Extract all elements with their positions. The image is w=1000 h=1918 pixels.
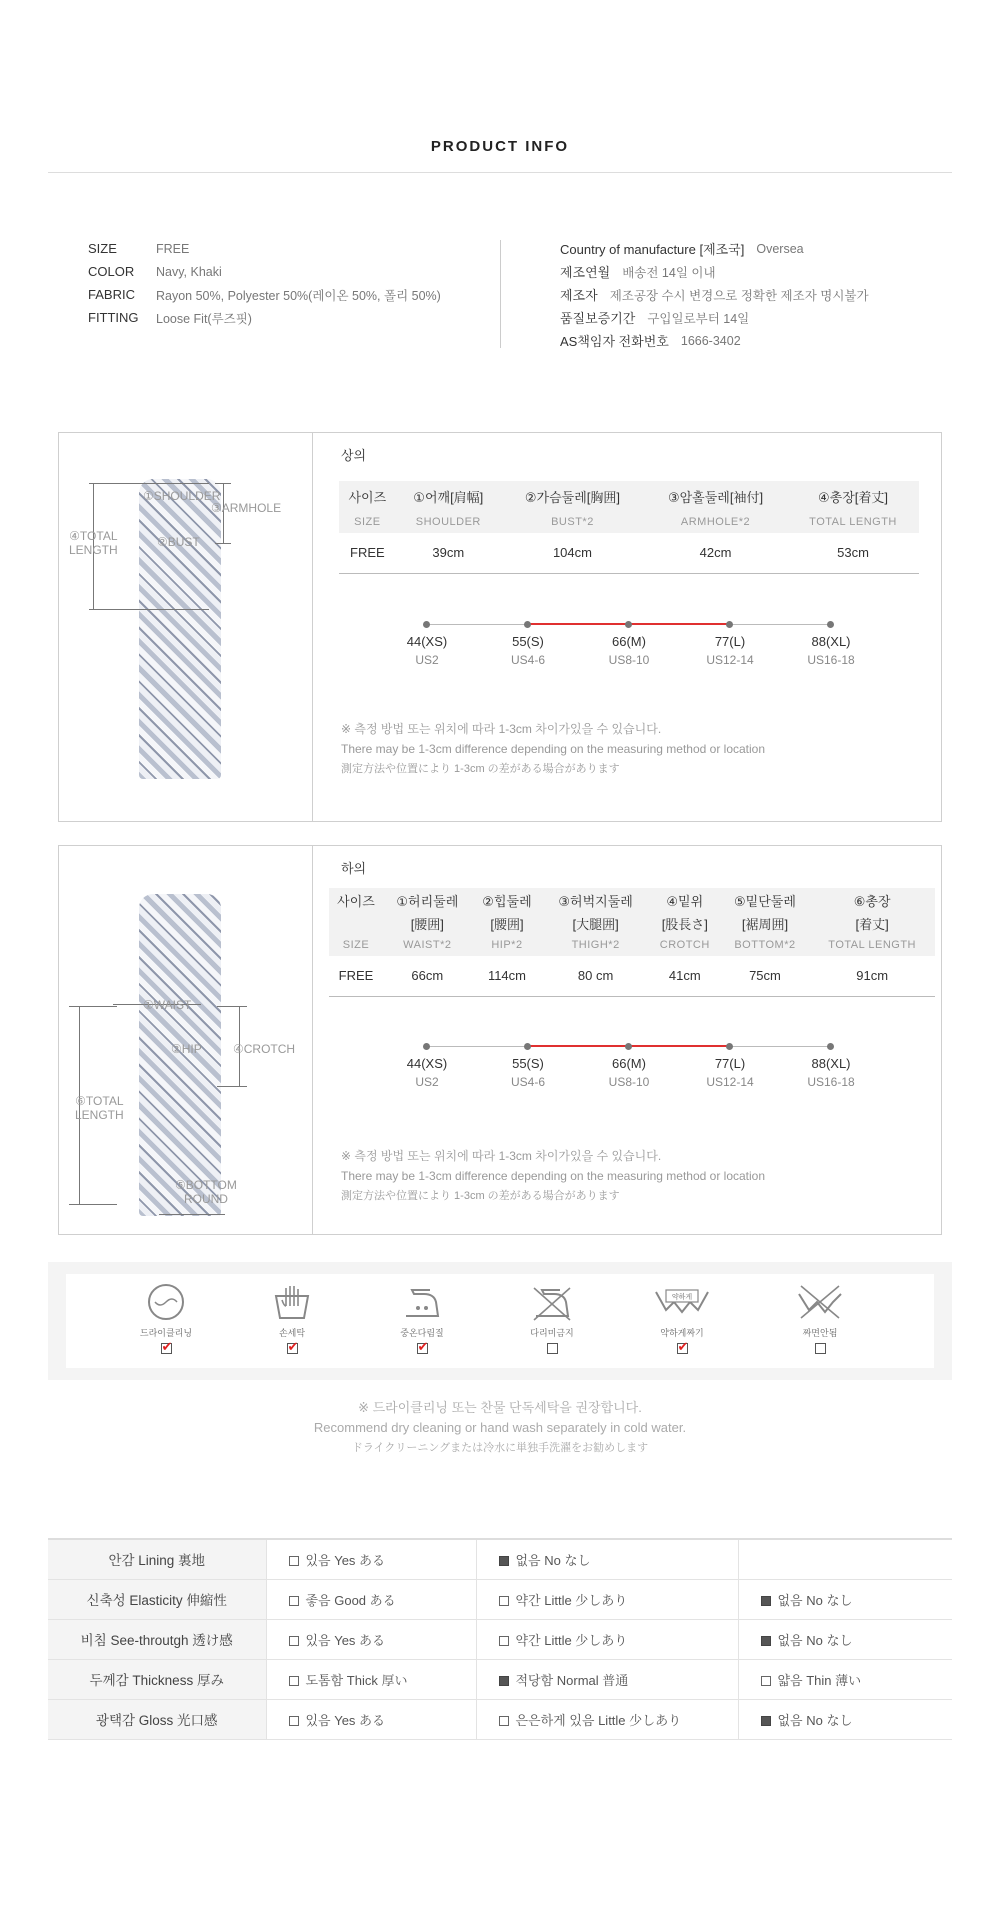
property-option bbox=[476, 1659, 738, 1699]
table-header: 사이즈 bbox=[337, 893, 375, 909]
top-size-scale bbox=[406, 620, 855, 680]
care-item-iron-medium bbox=[382, 1282, 462, 1354]
property-option bbox=[738, 1579, 952, 1619]
scale-us: US2 bbox=[415, 653, 439, 667]
label-hip: ②HIP bbox=[171, 1042, 202, 1056]
table-header: [裾周囲] bbox=[741, 916, 789, 932]
measure-line bbox=[69, 1006, 117, 1007]
info-row-size bbox=[88, 237, 441, 260]
property-option bbox=[476, 1579, 738, 1619]
info-key: 제조자 bbox=[560, 288, 598, 303]
table-header: [腰囲] bbox=[490, 916, 524, 932]
note-jp: 測定方法や位置により 1-3cm の差がある場合があります bbox=[341, 1190, 620, 1202]
scale-dot bbox=[625, 621, 632, 628]
care-label: 약하게짜기 bbox=[660, 1328, 704, 1338]
table-subheader: CROTCH bbox=[659, 939, 710, 951]
scale-size: 88(XL) bbox=[811, 1056, 851, 1071]
option-label: 도톰함 Thick 厚い bbox=[305, 1672, 408, 1688]
info-left bbox=[88, 237, 441, 329]
table-header: ③암홀둘레[袖付] bbox=[667, 489, 764, 505]
measure-line bbox=[215, 543, 231, 544]
dry-clean-icon bbox=[144, 1282, 188, 1322]
table-row bbox=[329, 956, 935, 996]
table-header: ⑥총장 bbox=[853, 893, 891, 909]
table-subheader: WAIST*2 bbox=[403, 939, 452, 951]
property-option bbox=[738, 1699, 952, 1739]
option-checkbox bbox=[289, 1676, 299, 1686]
option-label: 없음 No なし bbox=[777, 1712, 853, 1728]
property-name: 안감 Lining 裏地 bbox=[48, 1539, 266, 1579]
property-row-see-through bbox=[48, 1619, 952, 1659]
table-cell: 39cm bbox=[432, 545, 465, 561]
info-value: 배송전 14일 이내 bbox=[622, 265, 716, 280]
info-key: SIZE bbox=[88, 241, 117, 256]
label-bottom-line1: ⑤BOTTOM bbox=[175, 1178, 237, 1192]
scale-size: 88(XL) bbox=[811, 634, 851, 649]
wash-note-ko: ※ 드라이클리닝 또는 찬물 단독세탁을 권장합니다. bbox=[358, 1400, 642, 1415]
page-title: PRODUCT INFO bbox=[430, 138, 570, 155]
info-value: 제조공장 수시 변경으로 정확한 제조자 명시불가 bbox=[609, 288, 869, 303]
table-cell: 53cm bbox=[837, 545, 869, 561]
option-checkbox bbox=[289, 1596, 299, 1606]
care-label: 짜면안됨 bbox=[802, 1328, 838, 1338]
label-total-line1: ④TOTAL bbox=[69, 529, 118, 543]
option-label: 있음 Yes ある bbox=[305, 1632, 386, 1648]
table-header-row bbox=[339, 481, 919, 511]
box-divider bbox=[312, 433, 313, 821]
table-subheader: TOTAL LENGTH bbox=[828, 939, 916, 951]
info-value: 1666-3402 bbox=[680, 333, 741, 348]
table-subheader: ARMHOLE*2 bbox=[680, 516, 751, 528]
box-divider bbox=[312, 846, 313, 1234]
option-checkbox bbox=[499, 1596, 509, 1606]
property-option bbox=[266, 1659, 476, 1699]
care-label: 중온다림질 bbox=[400, 1328, 444, 1338]
table-header: ③허벅지둘레 bbox=[558, 893, 633, 909]
no-wring-icon bbox=[795, 1282, 845, 1322]
option-label: 없음 No なし bbox=[777, 1632, 853, 1648]
info-key: COLOR bbox=[88, 264, 135, 279]
option-label: 얇음 Thin 薄い bbox=[777, 1672, 862, 1688]
measure-line bbox=[89, 483, 209, 484]
table-cell: 66cm bbox=[411, 968, 444, 984]
option-label: 있음 Yes ある bbox=[305, 1552, 386, 1568]
bottom-measure-box bbox=[58, 845, 942, 1235]
table-header-row bbox=[329, 888, 935, 912]
care-checkbox bbox=[677, 1343, 688, 1354]
bottom-title: 하의 bbox=[341, 861, 367, 876]
info-row-maker bbox=[560, 283, 869, 306]
info-key: AS책임자 전화번호 bbox=[560, 334, 669, 349]
label-total-length bbox=[69, 529, 118, 557]
scale-us: US4-6 bbox=[510, 653, 545, 667]
no-iron-icon bbox=[530, 1282, 574, 1322]
table-subheader: HIP*2 bbox=[491, 939, 523, 951]
info-row-fabric bbox=[88, 283, 441, 306]
option-checkbox bbox=[289, 1716, 299, 1726]
scale-dot bbox=[423, 621, 430, 628]
table-header: ②힙둘레 bbox=[482, 893, 532, 909]
property-name: 광택감 Gloss 光口感 bbox=[48, 1699, 266, 1739]
wash-note bbox=[0, 1398, 1000, 1458]
info-key: Country of manufacture [제조국] bbox=[560, 242, 745, 257]
scale-size: 66(M) bbox=[612, 634, 646, 649]
scale-size: 55(S) bbox=[512, 634, 544, 649]
table-cell: 42cm bbox=[699, 545, 732, 561]
label-bust: ②BUST bbox=[157, 535, 200, 549]
table-cell: 80 cm bbox=[577, 968, 614, 984]
option-label: 없음 No なし bbox=[515, 1552, 591, 1568]
measure-line bbox=[69, 1204, 117, 1205]
info-key: FABRIC bbox=[88, 287, 135, 302]
care-item-no-iron bbox=[512, 1282, 592, 1354]
note-en: There may be 1-3cm difference depending on the measuring method or location bbox=[341, 742, 766, 756]
note-ko: ※ 측정 방법 또는 위치에 따라 1-3cm 차이가있을 수 있습니다. bbox=[341, 1149, 662, 1163]
info-row-date bbox=[560, 260, 869, 283]
table-subheader: SIZE bbox=[354, 516, 381, 528]
option-checkbox bbox=[499, 1676, 509, 1686]
top-measure-box bbox=[58, 432, 942, 822]
table-cell: 104cm bbox=[552, 545, 592, 561]
table-subheader: BOTTOM*2 bbox=[734, 939, 796, 951]
property-option bbox=[476, 1619, 738, 1659]
table-subheader-row bbox=[329, 934, 935, 956]
measure-line bbox=[159, 1214, 225, 1215]
scale-size: 66(M) bbox=[612, 1056, 646, 1071]
table-cell: 114cm bbox=[487, 968, 526, 984]
wring-icon-text: 약하게 bbox=[671, 1293, 693, 1301]
bottom-size-scale bbox=[406, 1042, 855, 1102]
table-header: ①허리둘레 bbox=[396, 893, 459, 909]
label-crotch: ④CROTCH bbox=[233, 1042, 296, 1056]
scale-size: 77(L) bbox=[714, 1056, 746, 1071]
info-right bbox=[560, 237, 869, 352]
table-header: [腰囲] bbox=[410, 916, 444, 932]
bottom-size-table bbox=[329, 888, 935, 997]
info-value: Rayon 50%, Polyester 50%(레이온 50%, 폴리 50%) bbox=[156, 288, 441, 303]
info-key: FITTING bbox=[88, 310, 139, 325]
info-value: Navy, Khaki bbox=[156, 264, 222, 279]
label-total-line2: LENGTH bbox=[75, 1108, 124, 1122]
table-cell: 75cm bbox=[749, 968, 781, 984]
option-checkbox bbox=[761, 1636, 771, 1646]
table-cell: 41cm bbox=[668, 968, 701, 984]
info-row-fitting bbox=[88, 306, 441, 329]
table-subheader: BUST*2 bbox=[551, 516, 594, 528]
title-divider bbox=[48, 172, 952, 173]
scale-dot bbox=[524, 621, 531, 628]
label-shoulder: ①SHOULDER bbox=[143, 489, 221, 503]
care-item-hand-wash bbox=[252, 1282, 332, 1354]
care-label: 손세탁 bbox=[278, 1328, 306, 1338]
scale-us: US12-14 bbox=[706, 653, 754, 667]
option-label: 약간 Little 少しあり bbox=[515, 1592, 628, 1608]
scale-dot bbox=[625, 1043, 632, 1050]
scale-us: US8-10 bbox=[608, 653, 650, 667]
scale-us: US4-6 bbox=[510, 1075, 545, 1089]
care-label: 드라이클리닝 bbox=[139, 1328, 193, 1338]
property-row-elasticity bbox=[48, 1579, 952, 1619]
wash-note-jp: ドライクリーニングまたは冷水に単独手洗濯をお勧めします bbox=[351, 1442, 649, 1454]
scale-dot bbox=[524, 1043, 531, 1050]
info-value: 구입일로부터 14일 bbox=[647, 311, 750, 326]
care-checkbox bbox=[161, 1343, 172, 1354]
table-header: [着丈] bbox=[855, 916, 889, 932]
top-dress-photo bbox=[139, 479, 221, 779]
scale-us: US16-18 bbox=[807, 1075, 855, 1089]
option-checkbox bbox=[499, 1716, 509, 1726]
scale-size: 44(XS) bbox=[406, 634, 448, 649]
wring-gently-icon bbox=[652, 1282, 712, 1322]
option-label: 적당함 Normal 普通 bbox=[515, 1672, 629, 1688]
property-option bbox=[266, 1539, 476, 1579]
scale-size: 44(XS) bbox=[406, 1056, 448, 1071]
option-checkbox bbox=[761, 1716, 771, 1726]
option-checkbox bbox=[499, 1556, 509, 1566]
info-key: 품질보증기간 bbox=[560, 311, 636, 326]
option-label: 좋음 Good ある bbox=[305, 1592, 396, 1608]
property-row-gloss bbox=[48, 1699, 952, 1739]
table-cell: FREE bbox=[338, 968, 374, 984]
table-header: [大腿囲] bbox=[572, 916, 619, 932]
table-subheader: TOTAL LENGTH bbox=[809, 516, 897, 528]
table-header: ④밑위 bbox=[666, 893, 704, 909]
option-checkbox bbox=[499, 1636, 509, 1646]
option-label: 은은하게 있음 Little 少しあり bbox=[515, 1712, 682, 1728]
care-item-dry-clean bbox=[126, 1282, 206, 1354]
label-bottom-line2: ROUND bbox=[183, 1192, 228, 1206]
care-checkbox bbox=[417, 1343, 428, 1354]
table-header-row2 bbox=[329, 912, 935, 934]
property-option bbox=[266, 1619, 476, 1659]
info-row-country bbox=[560, 237, 869, 260]
option-checkbox bbox=[289, 1556, 299, 1566]
measure-line bbox=[89, 609, 209, 610]
info-divider bbox=[500, 240, 501, 348]
care-item-wring-gently bbox=[642, 1282, 722, 1354]
scale-us: US8-10 bbox=[608, 1075, 650, 1089]
table-header bbox=[329, 912, 383, 934]
scale-size: 77(L) bbox=[714, 634, 746, 649]
scale-us: US12-14 bbox=[706, 1075, 754, 1089]
table-header: ⑤밑단둘레 bbox=[734, 893, 796, 909]
info-row-phone bbox=[560, 329, 869, 352]
property-option bbox=[476, 1699, 738, 1739]
property-option bbox=[266, 1579, 476, 1619]
property-name: 비침 See-throutgh 透け感 bbox=[48, 1619, 266, 1659]
property-row-thickness bbox=[48, 1659, 952, 1699]
property-option bbox=[476, 1539, 738, 1579]
label-bottom-round bbox=[175, 1178, 237, 1206]
note-jp: 測定方法や位置により 1-3cm の差がある場合があります bbox=[341, 763, 620, 775]
label-waist: ①WAIST bbox=[143, 998, 192, 1012]
info-row-warranty bbox=[560, 306, 869, 329]
property-row-lining bbox=[48, 1539, 952, 1579]
info-value: Oversea bbox=[756, 241, 804, 256]
scale-dot bbox=[726, 621, 733, 628]
option-checkbox bbox=[761, 1676, 771, 1686]
property-option bbox=[266, 1699, 476, 1739]
option-label: 있음 Yes ある bbox=[305, 1712, 386, 1728]
scale-size: 55(S) bbox=[512, 1056, 544, 1071]
label-total-line1: ⑥TOTAL bbox=[75, 1094, 124, 1108]
property-option bbox=[738, 1619, 952, 1659]
measure-line bbox=[217, 1086, 247, 1087]
label-armhole: ③ARMHOLE bbox=[211, 501, 282, 515]
top-title: 상의 bbox=[341, 448, 367, 463]
property-option bbox=[738, 1659, 952, 1699]
info-key: 제조연월 bbox=[560, 265, 611, 280]
note-en: There may be 1-3cm difference depending on the measuring method or location bbox=[341, 1169, 766, 1183]
table-header: 사이즈 bbox=[348, 489, 387, 505]
scale-dot bbox=[726, 1043, 733, 1050]
option-label: 없음 No なし bbox=[777, 1592, 853, 1608]
iron-medium-icon bbox=[400, 1282, 444, 1322]
table-row bbox=[339, 533, 919, 573]
option-checkbox bbox=[761, 1596, 771, 1606]
table-subheader: THIGH*2 bbox=[571, 939, 620, 951]
property-name: 신축성 Elasticity 伸縮性 bbox=[48, 1579, 266, 1619]
note-ko: ※ 측정 방법 또는 위치에 따라 1-3cm 차이가있을 수 있습니다. bbox=[341, 722, 662, 736]
wash-note-en: Recommend dry cleaning or hand wash separately in cold water. bbox=[313, 1420, 687, 1435]
top-size-table bbox=[339, 481, 919, 574]
hand-wash-icon bbox=[270, 1282, 314, 1322]
scale-us: US16-18 bbox=[807, 653, 855, 667]
table-cell: 91cm bbox=[856, 968, 889, 984]
property-name: 두께감 Thickness 厚み bbox=[48, 1659, 266, 1699]
table-subheader-row bbox=[339, 511, 919, 533]
measure-line bbox=[217, 1006, 247, 1007]
option-label: 약간 Little 少しあり bbox=[515, 1632, 628, 1648]
table-cell: FREE bbox=[350, 545, 385, 561]
info-row-color bbox=[88, 260, 441, 283]
measure-line bbox=[215, 483, 231, 484]
care-checkbox bbox=[547, 1343, 558, 1354]
scale-dot bbox=[423, 1043, 430, 1050]
info-value: FREE bbox=[156, 241, 190, 256]
property-option-empty bbox=[738, 1539, 952, 1579]
scale-us: US2 bbox=[415, 1075, 439, 1089]
care-label: 다리미금지 bbox=[530, 1328, 574, 1338]
care-checkbox bbox=[287, 1343, 298, 1354]
table-header: ④총장[着丈] bbox=[818, 489, 889, 505]
table-subheader: SIZE bbox=[342, 939, 370, 951]
option-checkbox bbox=[289, 1636, 299, 1646]
label-total-line2: LENGTH bbox=[69, 543, 118, 557]
care-item-no-wring bbox=[780, 1282, 860, 1354]
scale-dot bbox=[827, 1043, 834, 1050]
care-checkbox bbox=[815, 1343, 826, 1354]
table-header: ①어깨[肩幅] bbox=[413, 489, 484, 505]
scale-dot bbox=[827, 621, 834, 628]
table-header: [股長さ] bbox=[661, 916, 708, 932]
label-total-length bbox=[75, 1094, 124, 1122]
table-subheader: SHOULDER bbox=[415, 516, 481, 528]
fabric-properties-table bbox=[48, 1538, 952, 1740]
info-value: Loose Fit(루즈핏) bbox=[156, 311, 252, 326]
bottom-notes bbox=[341, 1146, 765, 1206]
top-notes bbox=[341, 719, 765, 779]
table-header: ②가슴둘레[胸囲] bbox=[524, 489, 621, 505]
